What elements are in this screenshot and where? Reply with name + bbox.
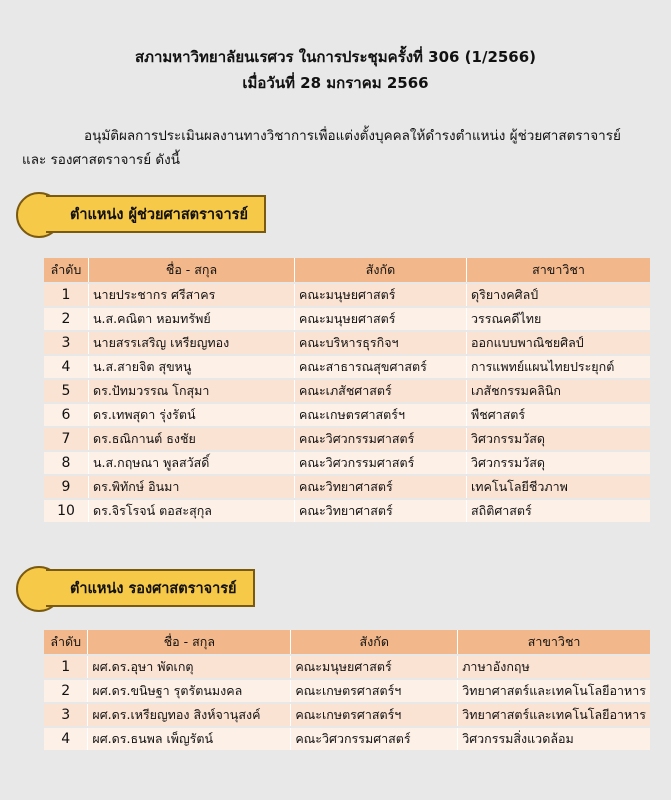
table-row	[44, 680, 650, 702]
table-row	[44, 704, 650, 726]
row-number: 7	[44, 428, 88, 450]
row-name: น.ส.คณิตา หอมทรัพย์	[88, 308, 294, 330]
row-field: การแพทย์แผนไทยประยุกต์	[466, 356, 650, 378]
table-row	[44, 656, 650, 678]
row-field: วรรณคดีไทย	[466, 308, 650, 330]
table-header-row	[44, 630, 650, 654]
table-row	[44, 452, 650, 474]
row-faculty: คณะมนุษยศาสตร์	[294, 284, 466, 306]
section-1-title: ตำแหน่ง ผู้ช่วยศาสตราจารย์	[46, 195, 266, 233]
table-row	[44, 356, 650, 378]
row-name: น.ส.สายจิต สุขหนู	[88, 356, 294, 378]
row-field: ออกแบบพาณิชยศิลป์	[466, 332, 650, 354]
table-row	[44, 380, 650, 402]
row-number: 4	[44, 728, 87, 750]
row-faculty: คณะวิศวกรรมศาสตร์	[294, 428, 466, 450]
table-row	[44, 500, 650, 522]
row-number: 1	[44, 284, 88, 306]
row-faculty: คณะวิทยาศาสตร์	[294, 500, 466, 522]
row-number: 1	[44, 656, 87, 678]
row-field: เภสัชกรรมคลินิก	[466, 380, 650, 402]
row-name: ผศ.ดร.ขนิษฐา รุตรัตนมงคล	[87, 680, 290, 702]
row-name: ดร.เทพสุดา รุ่งรัตน์	[88, 404, 294, 426]
row-name: ผศ.ดร.อุษา พัดเกตุ	[87, 656, 290, 678]
row-field: วิศวกรรมวัสดุ	[466, 428, 650, 450]
row-name: ผศ.ดร.ธนพล เพ็ญรัตน์	[87, 728, 290, 750]
row-number: 8	[44, 452, 88, 474]
col-header-faculty: สังกัด	[294, 258, 466, 282]
col-header-field: สาขาวิชา	[457, 630, 650, 654]
row-faculty: คณะมนุษยศาสตร์	[290, 656, 457, 678]
table-row	[44, 476, 650, 498]
row-number: 2	[44, 680, 87, 702]
row-name: ดร.จิรโรจน์ ตอสะสุกุล	[88, 500, 294, 522]
row-number: 10	[44, 500, 88, 522]
row-field: สถิติศาสตร์	[466, 500, 650, 522]
row-name: นายประชากร ศรีสาคร	[88, 284, 294, 306]
col-header-name: ชื่อ - สกุล	[87, 630, 290, 654]
header-line-2: เมื่อวันที่ 28 มกราคม 2566	[242, 74, 429, 92]
row-number: 5	[44, 380, 88, 402]
table-row	[44, 428, 650, 450]
row-name: น.ส.กฤษณา พูลสวัสดิ์	[88, 452, 294, 474]
row-number: 3	[44, 332, 88, 354]
row-faculty: คณะวิทยาศาสตร์	[294, 476, 466, 498]
row-faculty: คณะเกษตรศาสตร์ฯ	[294, 404, 466, 426]
row-field: วิทยาศาสตร์และเทคโนโลยีอาหาร	[457, 680, 650, 702]
row-number: 4	[44, 356, 88, 378]
row-name: ผศ.ดร.เหรียญทอง สิงห์จานุสงค์	[87, 704, 290, 726]
row-faculty: คณะมนุษยศาสตร์	[294, 308, 466, 330]
intro-paragraph	[22, 124, 652, 172]
row-faculty: คณะเกษตรศาสตร์ฯ	[290, 704, 457, 726]
row-number: 3	[44, 704, 87, 726]
col-header-faculty: สังกัด	[290, 630, 457, 654]
col-header-no: ลำดับ	[44, 630, 87, 654]
table-row	[44, 404, 650, 426]
header-line-1: สภามหาวิทยาลัยนเรศวร ในการประชุมครั้งที่ 306 (1/2566)	[134, 48, 537, 66]
row-name: ดร.พิทักษ์ อินมา	[88, 476, 294, 498]
section-1-label	[16, 192, 261, 234]
row-field: เทคโนโลยีชีวภาพ	[466, 476, 650, 498]
section-1-table	[44, 256, 650, 524]
row-field: วิศวกรรมวัสดุ	[466, 452, 650, 474]
table-row	[44, 332, 650, 354]
table-row	[44, 728, 650, 750]
col-header-field: สาขาวิชา	[466, 258, 650, 282]
row-name: ดร.ปัทมวรรณ โกสุมา	[88, 380, 294, 402]
col-header-name: ชื่อ - สกุล	[88, 258, 294, 282]
row-field: พืชศาสตร์	[466, 404, 650, 426]
row-faculty: คณะสาธารณสุขศาสตร์	[294, 356, 466, 378]
row-faculty: คณะเกษตรศาสตร์ฯ	[290, 680, 457, 702]
section-2-table	[44, 628, 650, 752]
document-header	[0, 44, 671, 96]
row-name: ดร.ธณิกานต์ ธงชัย	[88, 428, 294, 450]
row-number: 2	[44, 308, 88, 330]
row-number: 9	[44, 476, 88, 498]
row-name: นายสรรเสริญ เหรียญทอง	[88, 332, 294, 354]
row-field: ดุริยางคศิลป์	[466, 284, 650, 306]
table-row	[44, 308, 650, 330]
intro-line-2: และ รองศาสตราจารย์ ดังนี้	[22, 152, 180, 168]
row-field: วิทยาศาสตร์และเทคโนโลยีอาหาร	[457, 704, 650, 726]
row-faculty: คณะบริหารธุรกิจฯ	[294, 332, 466, 354]
table-row	[44, 284, 650, 306]
row-number: 6	[44, 404, 88, 426]
row-faculty: คณะวิศวกรรมศาสตร์	[290, 728, 457, 750]
row-field: วิศวกรรมสิ่งแวดล้อม	[457, 728, 650, 750]
table-header-row	[44, 258, 650, 282]
row-field: ภาษาอังกฤษ	[457, 656, 650, 678]
row-faculty: คณะเภสัชศาสตร์	[294, 380, 466, 402]
col-header-no: ลำดับ	[44, 258, 88, 282]
section-2-title: ตำแหน่ง รองศาสตราจารย์	[46, 569, 255, 607]
section-2-label	[16, 566, 261, 608]
row-faculty: คณะวิศวกรรมศาสตร์	[294, 452, 466, 474]
intro-line-1: อนุมัติผลการประเมินผลงานทางวิชาการเพื่อแต่งตั้งบุคคลให้ดำรงตำแหน่ง ผู้ช่วยศาสตราจารย์	[84, 128, 621, 144]
